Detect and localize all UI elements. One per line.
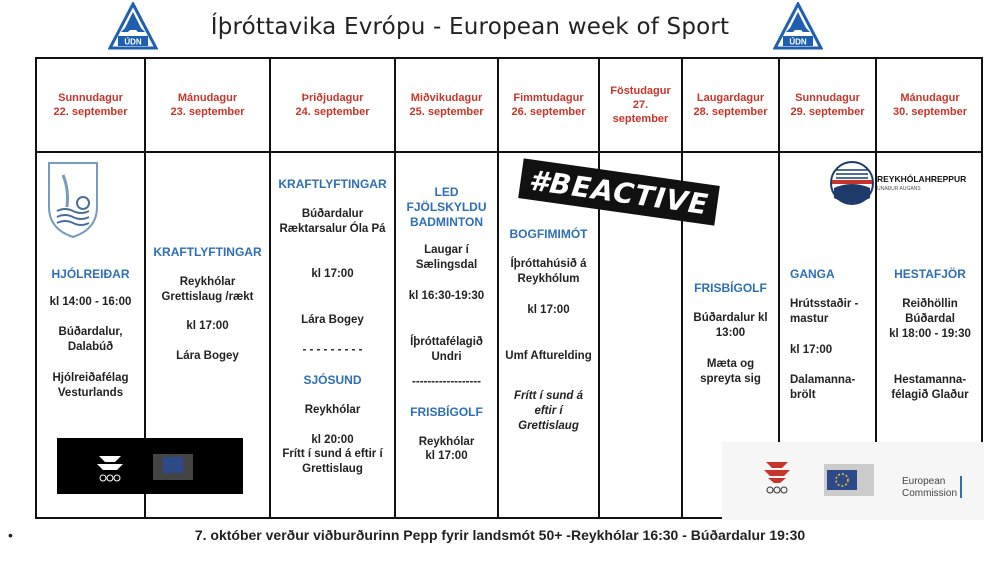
day-name: Miðvikudagur (410, 92, 483, 104)
event-time: kl 18:00 - 19:30 (889, 328, 971, 340)
event-organizer: Íþróttafélagið Undri (410, 336, 483, 363)
event-time: kl 17:00 (425, 450, 468, 462)
event-title: GANGA (790, 267, 835, 281)
day-date: 28. september (693, 106, 768, 118)
event-place: Reykhólar (418, 436, 475, 448)
event-time: kl 17:00 (527, 304, 570, 316)
event-time: kl 17:00 (311, 268, 354, 280)
day-name: Þriðjudagur (301, 92, 364, 104)
event-place: Búðardalur kl 13:00 (693, 312, 768, 339)
bullet-icon: • (8, 527, 13, 543)
event-place: Reykhólar Grettislaug /rækt (161, 276, 254, 303)
day-name: Mánudagur (900, 92, 960, 104)
svg-text:ÚDN: ÚDN (124, 37, 142, 47)
day-header (780, 59, 875, 151)
reykholahreppur-name: REYKHÓLAHREPPUR (877, 174, 967, 184)
day-name: Föstudagur (610, 85, 671, 97)
event-title: KRAFTLYFTINGAR (153, 245, 262, 259)
svg-text:ÚDN: ÚDN (789, 37, 807, 47)
day-name: Fimmtudagur (513, 92, 584, 104)
reykholahreppur-tagline: UNAÐUR AUGANS (877, 186, 921, 192)
event-organizer: Hjólreiðafélag Vesturlands (52, 372, 129, 399)
ec-line1: European (902, 476, 946, 487)
day-date: 23. september (170, 106, 245, 118)
day-name: Laugardagur (696, 92, 765, 104)
eu-flag-icon (153, 454, 193, 480)
eu-flag-icon (824, 464, 874, 496)
day-date: 27. september (612, 99, 669, 125)
day-column (396, 59, 499, 517)
day-date: 29. september (790, 106, 865, 118)
olympic-committee-logo (93, 450, 127, 484)
beactive-text: #BEACTIVE (527, 163, 711, 221)
event-place: Reiðhöllin Búðardal (902, 298, 958, 325)
event-title: BOGFIMIMÓT (509, 227, 588, 241)
day-date: 24. september (295, 106, 370, 118)
cycling-club-logo (45, 159, 101, 239)
day-header (271, 59, 394, 151)
day-header (600, 59, 681, 151)
event-note: Frítt í sund á eftir í Grettislaug (514, 390, 583, 432)
event-place: Búðardalur, Dalabúð (58, 326, 123, 353)
ec-divider (960, 476, 962, 498)
event-note: Frítt í sund á eftir í Grettislaug (282, 448, 383, 475)
event-title: KRAFTLYFTINGAR (278, 177, 387, 191)
event-time: kl 16:30-19:30 (408, 290, 485, 302)
event-place: Laugar í Sælingsdal (415, 244, 478, 271)
event-time: kl 20:00 (311, 434, 354, 446)
event-place: Reykhólar (304, 404, 361, 416)
olympic-committee-logo (760, 458, 794, 496)
sponsor-logos (722, 442, 984, 520)
event-organizer: Umf Afturelding (505, 350, 592, 362)
day-name: Sunnudagur (58, 92, 123, 104)
reykholahreppur-logo (830, 158, 874, 208)
event-organizer: Hestamanna-félagið Glaður (891, 374, 969, 401)
event-person: Lára Bogey (176, 350, 239, 362)
event-time: kl 17:00 (186, 320, 229, 332)
event-title: SJÓSUND (303, 373, 362, 387)
day-column (499, 59, 600, 517)
event-place: Dalamanna-brölt (790, 374, 856, 401)
page-title: Íþróttavika Evrópu - European week of Sport (210, 14, 730, 40)
section-divider: - - - - - - - - - (302, 344, 363, 356)
event-place: Búðardalur Ræktarsalur Óla Pá (279, 208, 386, 235)
day-name: Mánudagur (177, 92, 238, 104)
event-title: FRISBÍGOLF (694, 281, 767, 295)
day-header (683, 59, 778, 151)
event-person: Lára Bogey (301, 314, 364, 326)
day-header (877, 59, 983, 151)
day-header (37, 59, 144, 151)
event-title: LED FJÖLSKYLDU BADMINTON (406, 185, 487, 229)
event-note: Mæta og spreyta sig (700, 358, 761, 385)
day-column (271, 59, 396, 517)
event-time: kl 17:00 (790, 344, 833, 356)
day-date: 22. september (53, 106, 128, 118)
event-title: HJÓLREIÐAR (51, 267, 130, 281)
ec-line2: Commission (902, 488, 958, 499)
day-header (396, 59, 497, 151)
day-column (600, 59, 683, 517)
footer-announcement: 7. október verður viðburðurinn Pepp fyrir landsmót 50+ -Reykhólar 16:30 - Búðardalur 19:30 (194, 527, 806, 543)
event-time: kl 14:00 - 16:00 (49, 296, 132, 308)
day-name: Sunnudagur (795, 92, 860, 104)
day-date: 26. september (511, 106, 586, 118)
day-header (146, 59, 269, 151)
event-title: FRISBÍGOLF (410, 405, 483, 419)
event-title: HESTAFJÖR (894, 267, 966, 281)
event-place: Hrútsstaðir - mastur (790, 298, 859, 325)
section-divider: ------------------ (412, 376, 481, 388)
day-date: 25. september (409, 106, 484, 118)
day-header (499, 59, 598, 151)
sponsor-banner (57, 438, 243, 494)
event-place: Íþróttahúsið á Reykhólum (510, 258, 587, 285)
day-date: 30. september (893, 106, 967, 118)
